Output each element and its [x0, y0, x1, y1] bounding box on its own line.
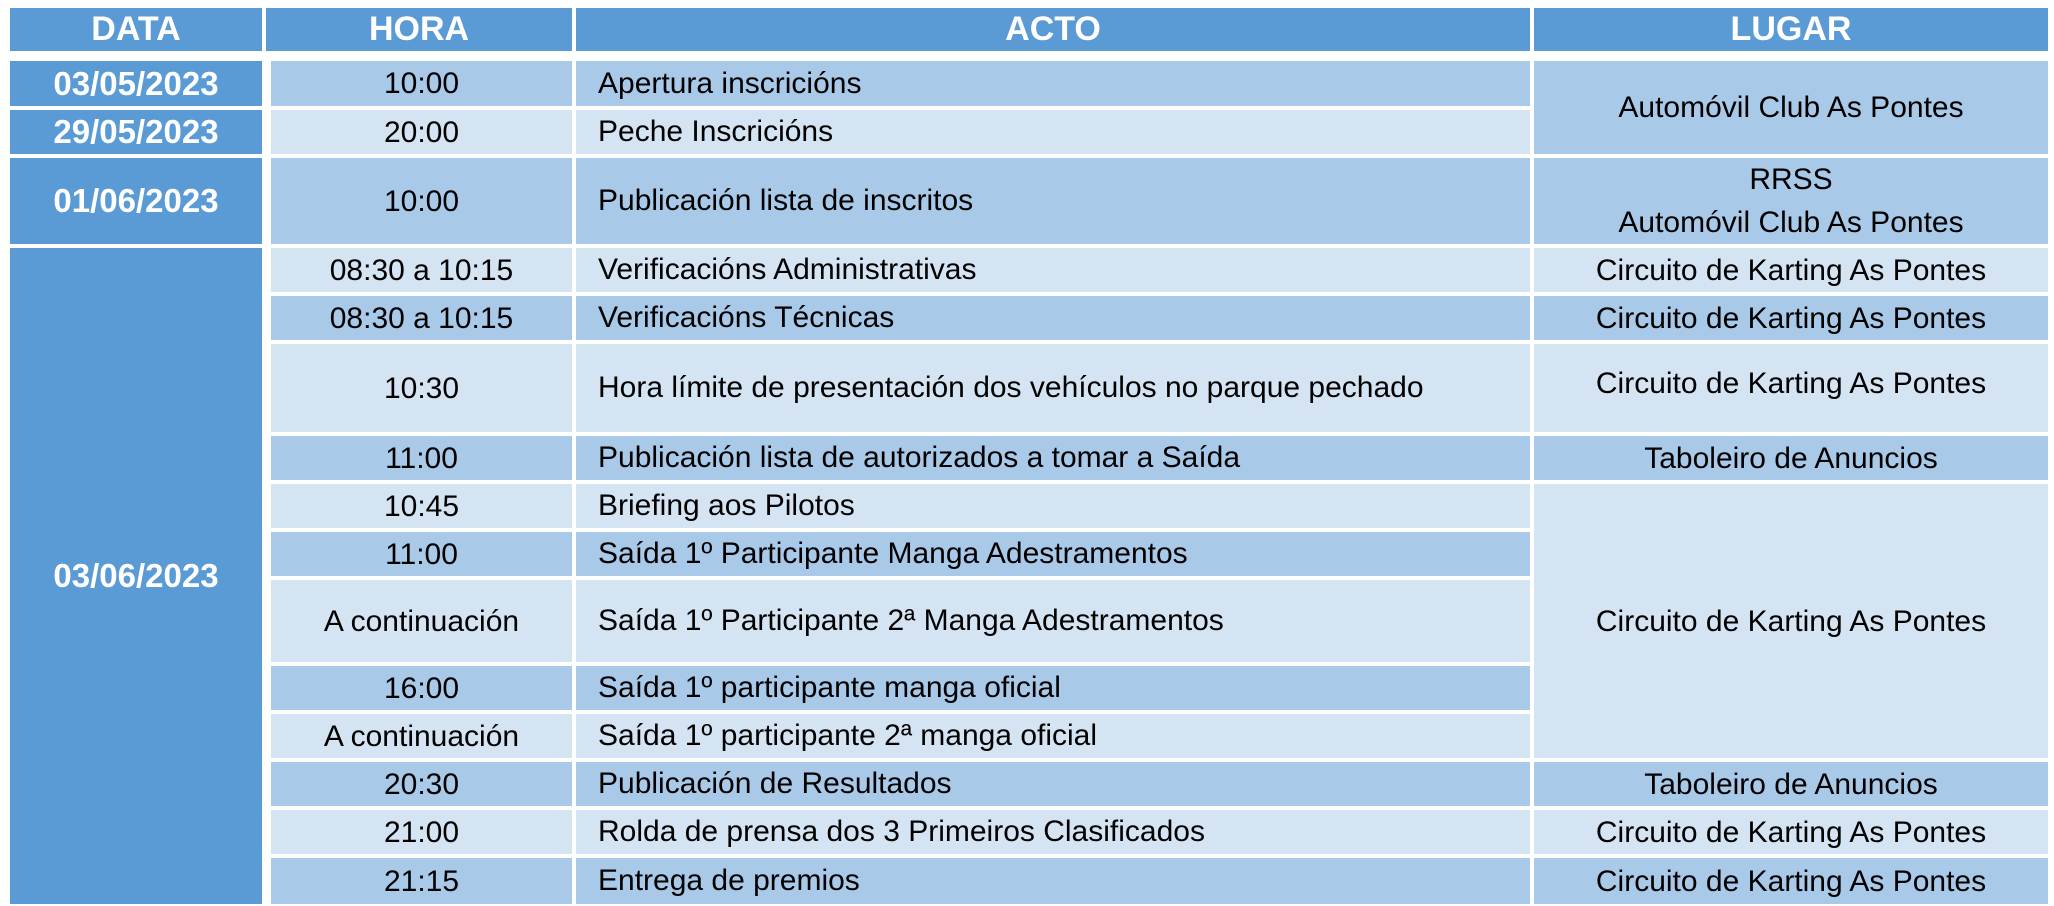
acto-cell: Saída 1º Participante 2ª Manga Adestramentos [576, 580, 1530, 662]
hora-cell: 08:30 a 10:15 [271, 248, 572, 292]
acto-cell: Entrega de premios [576, 858, 1530, 904]
acto-cell: Verificacións Técnicas [576, 296, 1530, 340]
lugar-text: Circuito de Karting As Pontes [1595, 864, 1987, 898]
lugar-text: Circuito de Karting As Pontes [1595, 367, 1987, 400]
hora-cell: 21:00 [271, 810, 572, 854]
hora-cell: 11:00 [271, 532, 572, 576]
hora-cell: A continuación [271, 580, 572, 662]
header-acto: ACTO [576, 8, 1530, 51]
acto-cell: Saída 1º Participante Manga Adestramentos [576, 532, 1530, 576]
lugar-text: Circuito de Karting As Pontes [1595, 604, 1987, 638]
hora-cell: 10:45 [271, 484, 572, 528]
lugar-text: Circuito de Karting As Pontes [1595, 253, 1987, 287]
lugar-text: Taboleiro de Anuncios [1644, 441, 1938, 475]
acto-cell: Publicación lista de autorizados a tomar a Saída [576, 436, 1530, 480]
lugar-text: RRSS [1749, 163, 1833, 196]
acto-cell: Briefing aos Pilotos [576, 484, 1530, 528]
lugar-cell [1534, 484, 2048, 758]
acto-cell: Saída 1º participante manga oficial [576, 666, 1530, 710]
lugar-text: Taboleiro de Anuncios [1644, 767, 1938, 801]
hora-cell: 10:00 [271, 158, 572, 244]
acto-cell: Verificacións Administrativas [576, 248, 1530, 292]
date-cell: 01/06/2023 [10, 158, 262, 244]
header-lugar: LUGAR [1534, 8, 2048, 51]
lugar-cell [1534, 344, 2048, 432]
lugar-cell [1534, 248, 2048, 292]
hora-cell: 20:00 [271, 110, 572, 154]
acto-cell: Apertura inscricións [576, 61, 1530, 106]
hora-cell: 11:00 [271, 436, 572, 480]
hora-cell: 10:30 [271, 344, 572, 432]
date-cell: 03/06/2023 [10, 248, 262, 904]
date-cell: 03/05/2023 [10, 61, 262, 106]
lugar-cell [1534, 296, 2048, 340]
lugar-cell [1534, 810, 2048, 854]
lugar-text: Circuito de Karting As Pontes [1595, 815, 1987, 849]
hora-cell: 16:00 [271, 666, 572, 710]
lugar-text: Circuito de Karting As Pontes [1595, 301, 1987, 335]
acto-cell: Saída 1º participante 2ª manga oficial [576, 714, 1530, 758]
acto-cell: Hora límite de presentación dos vehículos no parque pechado [576, 344, 1530, 432]
acto-cell: Rolda de prensa dos 3 Primeiros Clasificados [576, 810, 1530, 854]
hora-cell: 08:30 a 10:15 [271, 296, 572, 340]
header-hora: HORA [266, 8, 572, 51]
hora-cell: A continuación [271, 714, 572, 758]
date-cell: 29/05/2023 [10, 110, 262, 154]
header-data: DATA [10, 8, 262, 51]
lugar-text: Automóvil Club As Pontes [1618, 206, 1964, 239]
acto-cell: Publicación de Resultados [576, 762, 1530, 806]
lugar-cell [1534, 436, 2048, 480]
acto-cell: Peche Inscricións [576, 110, 1530, 154]
hora-cell: 21:15 [271, 858, 572, 904]
lugar-cell [1534, 61, 2048, 154]
hora-cell: 10:00 [271, 61, 572, 106]
acto-cell: Publicación lista de inscritos [576, 158, 1530, 244]
lugar-text: Automóvil Club As Pontes [1618, 91, 1964, 124]
lugar-cell [1534, 762, 2048, 806]
lugar-cell [1534, 158, 2048, 244]
lugar-cell [1534, 858, 2048, 904]
hora-cell: 20:30 [271, 762, 572, 806]
